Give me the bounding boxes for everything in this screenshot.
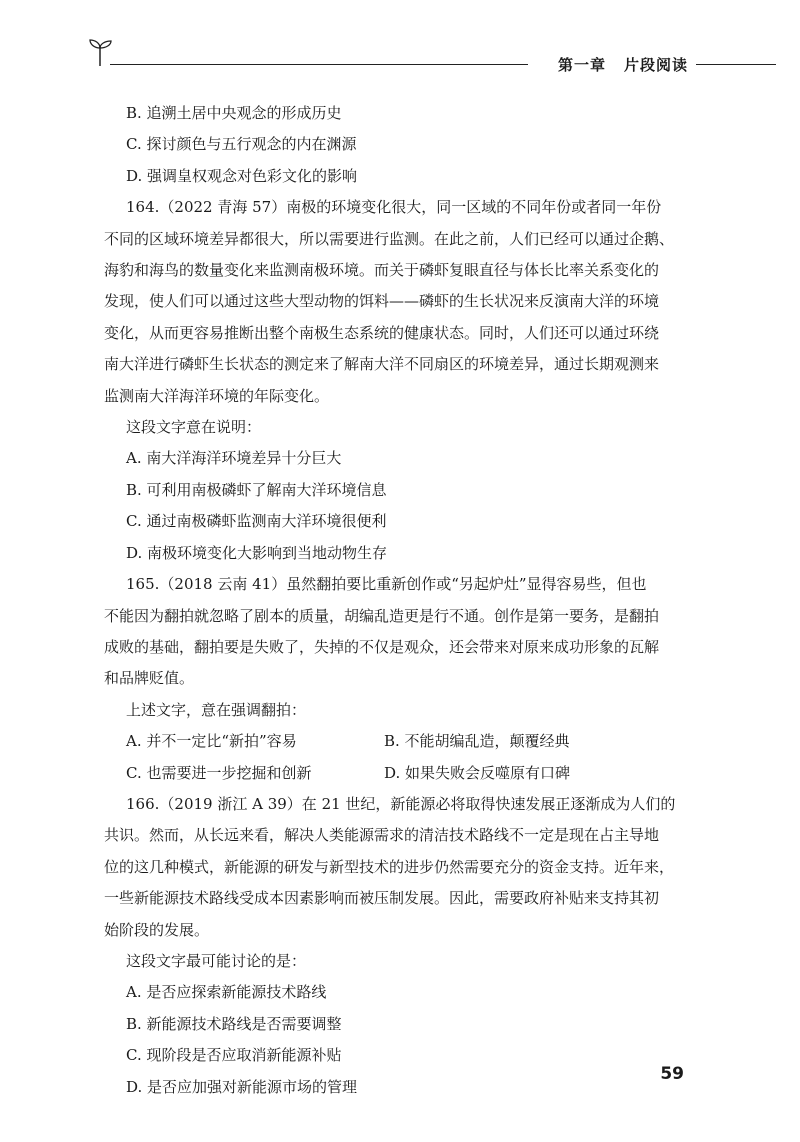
question-166: [104, 789, 692, 1103]
question-line: 海豹和海鸟的数量变化来监测南极环境。而关于磷虾复眼直径与体长比率关系变化的: [104, 261, 660, 280]
option: B. 追溯土居中央观念的形成历史: [126, 104, 342, 122]
option: C. 也需要进一步挖掘和创新: [126, 763, 312, 782]
page-header: [88, 36, 776, 76]
question-line: 166.（2019 浙江 A 39）在 21 世纪，新能源必将取得快速发展正逐渐成为人们的: [126, 794, 676, 813]
page-number: 59: [660, 1064, 684, 1084]
page-content: [104, 98, 692, 1103]
question-line: 不同的区域环境差异都很大，所以需要进行监测。在此之前，人们已经可以通过企鹅、: [104, 229, 675, 248]
question-line: 一些新能源技术路线受成本因素影响而被压制发展。因此，需要政府补贴来支持其初: [104, 889, 660, 908]
option: B. 可利用南极磷虾了解南大洋环境信息: [126, 480, 387, 499]
question-line: 始阶段的发展。: [104, 920, 210, 939]
section-label: 片段阅读: [623, 56, 688, 74]
question-stem: 这段文字最可能讨论的是：: [126, 951, 307, 970]
option: D. 南极环境变化大影响到当地动物生存: [126, 543, 388, 562]
question-line: 共识。然而，从长远来看，解决人类能源需求的清洁技术路线不一定是现在占主导地: [104, 826, 660, 845]
option: B. 新能源技术路线是否需要调整: [126, 1014, 342, 1033]
option: A. 南大洋海洋环境差异十分巨大: [126, 449, 342, 468]
question-stem: 上述文字，意在强调翻拍：: [126, 700, 307, 719]
option: D. 是否应加强对新能源市场的管理: [126, 1077, 358, 1096]
option: C. 现阶段是否应取消新能源补贴: [126, 1046, 342, 1065]
option: A. 并不一定比“新拍”容易: [126, 732, 297, 751]
option: C. 探讨颜色与五行观念的内在渊源: [126, 135, 357, 154]
header-rule-right: [696, 64, 776, 65]
option: C. 通过南极磷虾监测南大洋环境很便利: [126, 512, 387, 531]
header-title: [558, 54, 688, 75]
option-row: [126, 726, 692, 757]
question-line: 165.（2018 云南 41）虽然翻拍要比重新创作或“另起炉灶”显得容易些，但也: [126, 575, 647, 594]
chapter-label: 第一章: [557, 56, 606, 74]
header-rule-left: [110, 64, 528, 65]
question-164: [104, 192, 692, 569]
question-line: 和品牌贬值。: [104, 669, 195, 688]
question-165: [104, 569, 692, 789]
option: D. 强调皇权观念对色彩文化的影响: [126, 166, 358, 185]
option-row: [126, 758, 692, 789]
option: B. 不能胡编乱造，颠覆经典: [384, 732, 570, 751]
option: A. 是否应探索新能源技术路线: [126, 983, 327, 1002]
option: D. 如果失败会反噬原有口碑: [384, 763, 571, 782]
question-line: 监测南大洋海洋环境的年际变化。: [104, 386, 330, 405]
question-line: 发现，使人们可以通过这些大型动物的饵料——磷虾的生长状况来反演南大洋的环境: [104, 292, 660, 311]
question-line: 变化，从而更容易推断出整个南极生态系统的健康状态。同时，人们还可以通过环绕: [104, 323, 660, 342]
question-line: 不能因为翻拍就忽略了剧本的质量，胡编乱造更是行不通。创作是第一要务，是翻拍: [104, 606, 660, 625]
question-line: 南大洋进行磷虾生长状态的测定来了解南大洋不同扇区的环境差异，通过长期观测来: [104, 355, 660, 374]
question-line: 164.（2022 青海 57）南极的环境变化很大，同一区域的不同年份或者同一年份: [126, 198, 662, 217]
question-line: 成败的基础，翻拍要是失败了，失掉的不仅是观众，还会带来对原来成功形象的瓦解: [104, 637, 660, 656]
question-line: 位的这几种模式，新能源的研发与新型技术的进步仍然需要充分的资金支持。近年来，: [104, 857, 675, 876]
question-stem: 这段文字意在说明：: [126, 418, 262, 437]
